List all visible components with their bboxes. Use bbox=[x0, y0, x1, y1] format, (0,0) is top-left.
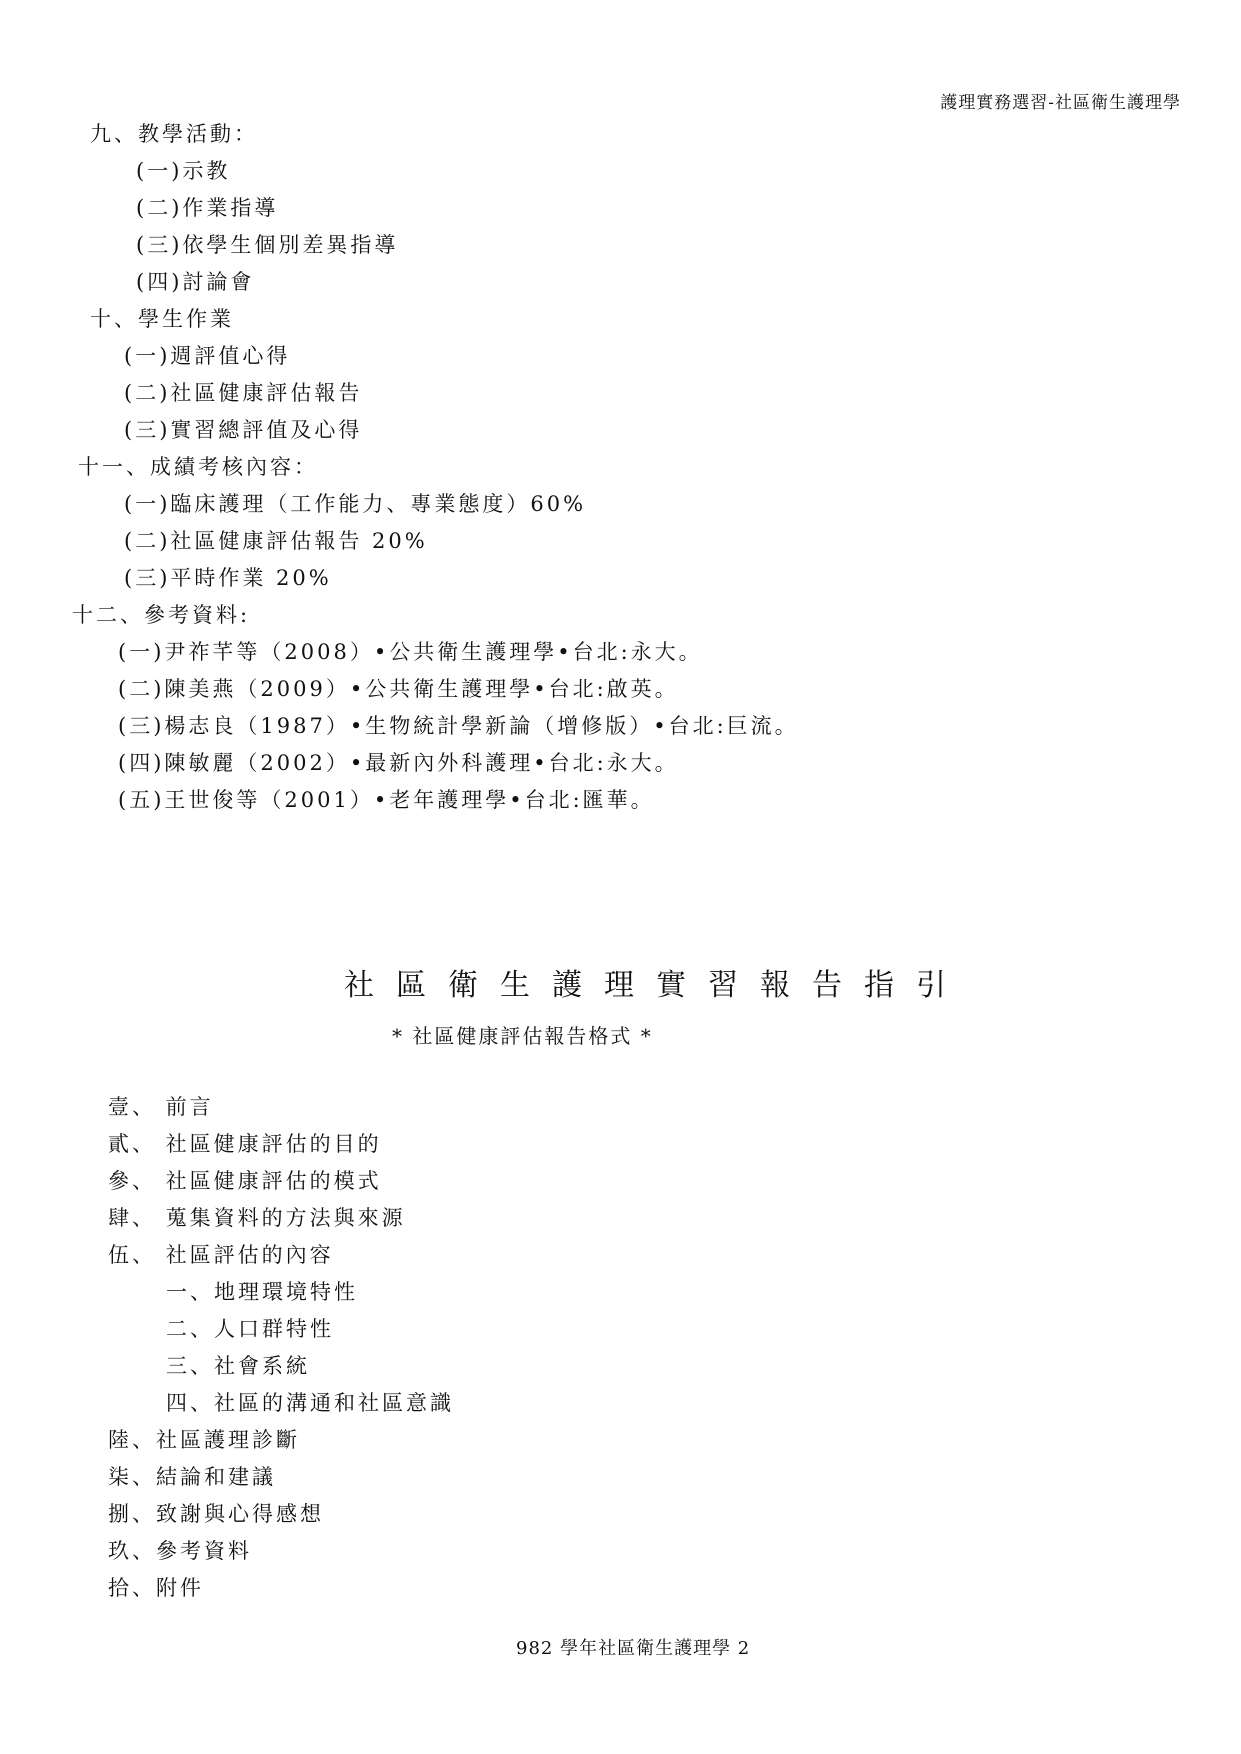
outline-item: 壹、 前言 bbox=[108, 1095, 214, 1119]
reference-item: (二)陳美燕（2009）•公共衛生護理學•台北:啟英。 bbox=[118, 677, 679, 701]
section-10-item: (二)社區健康評估報告 bbox=[124, 381, 363, 405]
section-9-heading: 九、教學活動： bbox=[90, 122, 258, 146]
section-9-item: (三)依學生個別差異指導 bbox=[136, 233, 399, 257]
outline-item: 伍、 社區評估的內容 bbox=[108, 1243, 334, 1267]
outline-item: 貳、 社區健康評估的目的 bbox=[108, 1132, 382, 1156]
section-11-item: (二)社區健康評估報告 20% bbox=[124, 529, 428, 553]
outline-item: 肆、 蒐集資料的方法與來源 bbox=[108, 1206, 406, 1230]
section-11-heading: 十一、成績考核內容： bbox=[78, 455, 318, 479]
outline-subitem: 三、社會系統 bbox=[166, 1354, 310, 1378]
section-11-item: (一)臨床護理（工作能力、專業態度）60% bbox=[124, 492, 587, 516]
section-10-item: (三)實習總評值及心得 bbox=[124, 418, 363, 442]
outline-item: 拾、附件 bbox=[108, 1576, 204, 1600]
section-9-item: (二)作業指導 bbox=[136, 196, 279, 220]
outline-subitem: 一、地理環境特性 bbox=[166, 1280, 358, 1304]
section-10-heading: 十、學生作業 bbox=[90, 307, 234, 331]
outline-item: 陸、社區護理診斷 bbox=[108, 1428, 300, 1452]
page-footer: 982 學年社區衛生護理學 2 bbox=[516, 1638, 751, 1659]
reference-item: (一)尹祚芊等（2008）•公共衛生護理學•台北:永大。 bbox=[118, 640, 703, 664]
section-10-item: (一)週評值心得 bbox=[124, 344, 291, 368]
outline-item: 柒、結論和建議 bbox=[108, 1465, 276, 1489]
reference-item: (四)陳敏麗（2002）•最新內外科護理•台北:永大。 bbox=[118, 751, 679, 775]
section-9-item: (一)示教 bbox=[136, 159, 231, 183]
reference-item: (三)楊志良（1987）•生物統計學新論（增修版）•台北:巨流。 bbox=[118, 714, 799, 738]
outline-subitem: 二、人口群特性 bbox=[166, 1317, 334, 1341]
guide-subtitle: * 社區健康評估報告格式 * bbox=[392, 1024, 653, 1048]
outline-item: 參、 社區健康評估的模式 bbox=[108, 1169, 382, 1193]
section-11-item: (三)平時作業 20% bbox=[124, 566, 332, 590]
outline-item: 玖、參考資料 bbox=[108, 1539, 252, 1563]
header-course-note: 護理實務選習-社區衛生護理學 bbox=[940, 93, 1181, 113]
section-12-heading: 十二、參考資料: bbox=[72, 603, 251, 627]
outline-subitem: 四、社區的溝通和社區意識 bbox=[166, 1391, 454, 1415]
reference-item: (五)王世俊等（2001）•老年護理學•台北:匯華。 bbox=[118, 788, 655, 812]
outline-item: 捌、致謝與心得感想 bbox=[108, 1502, 324, 1526]
guide-title: 社區衛生護理實習報告指引 bbox=[344, 968, 968, 1003]
section-9-item: (四)討論會 bbox=[136, 270, 255, 294]
